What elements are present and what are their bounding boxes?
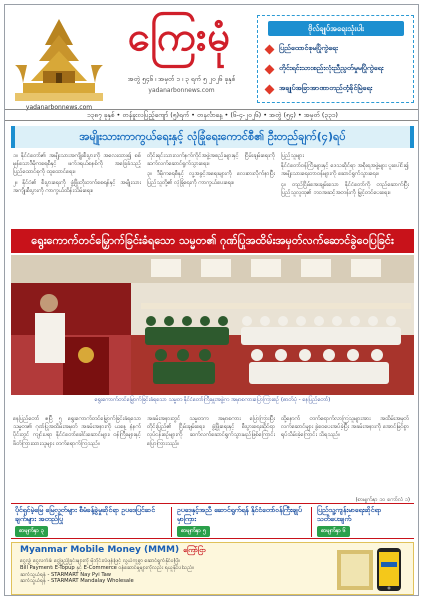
section1-column-3: ပြည်သူများ နိုင်ငံတော်ဝန်ကြီးများနှင့် ဒေသဆိုင်ရာ အစိုးရအဖွဲ့များ ပူးပေါင်း၍ အမျိုးသားရေးတာဝန်များကို ဆောင်ရွက်သွားရေး။ ၄။ တည်ငြိမ်အေးချမ်းသော နိုင်ငံတော်ကို တည်ဆောက်ပြီး ပြည်သူလူထု၏ ဘဝအဆင့်အတန်းကို မြှင့်တင်ပေးရေး။ bbox=[281, 153, 409, 196]
motto-box bbox=[257, 15, 414, 103]
diamond-bullet-icon bbox=[265, 84, 275, 94]
diamond-bullet-icon bbox=[265, 64, 275, 74]
teaser-divider bbox=[311, 507, 312, 537]
motto-title: ဗိုလ်ချုပ်အရေးသုံးပါး bbox=[268, 21, 404, 36]
page-ref-badge: စာမျက်နှာ ၃ bbox=[15, 526, 48, 537]
section2-column-1: နေပြည်တော် ဧပြီ ၅ ရွေးကောက်တင်မြှောက်ခြင်းခံရသော သမ္မတ၏ ဂုဏ်ပြုအထိမ်းအမှတ် အခမ်းအနားကို ယနေ့ နံနက်ပိုင်းတွင် ကျင်းပရာ နိုင်ငံတော်ခေါင်းဆောင်များ၊ ဝန်ကြီးများနှင့် ဖိတ်ကြားထားသူများ တက်ရောက်ကြသည်။ bbox=[13, 416, 141, 447]
motto-item: ပြည်ထောင်စုမပြိုကွဲရေး bbox=[266, 44, 412, 54]
section1-column-1: ၁။ နိုင်ငံတော်၏ အမျိုးသားအကျိုးစီးပွားကို အလေးထား၍ စစ်မှန်သောဒီမိုကရေစီနှင့် ဖက်ဒရယ်စနစ်ကို အခြေခံသည့် ပြည်ထောင်စုကို ထူထောင်ရေး။ ၂။ နိုင်ငံ၏ စီးပွားရေးကို ဖွံ့ဖြိုးတိုးတက်စေရန်နှင့် အမျိုးသားအကျိုးစီးပွားကို ကာကွယ်ထိန်းသိမ်းရေး။ bbox=[13, 153, 141, 194]
section1-column-2: တိုင်းရင်းသားလက်နက်ကိုင်အဖွဲ့အစည်းများနှင့် ငြိမ်းချမ်းရေးကို ဆက်လက်ဆောင်ရွက်သွားရေး။ ၃။ ဒီမိုကရေစီနှင့် လူ့အခွင့်အရေးများကို လေးစားလိုက်နာပြီး ပြည်သူတို့၏ လုံခြုံရေးကို ကာကွယ်ပေးရေး။ bbox=[147, 153, 275, 186]
ad-title: Myanmar Mobile Money (MMM) ကြော်ငြာ bbox=[20, 545, 206, 555]
website-link[interactable]: yadanarbonnews.com bbox=[148, 87, 215, 94]
teaser-row bbox=[11, 503, 414, 539]
newspaper-front-page bbox=[4, 4, 419, 596]
photo-caption: ရွေးကောက်တင်မြှောက်ခြင်းခံရသော သမ္မတ နိုင်ငံတော်ကြီးမှူးအဖွဲ့က အမှာစကားပြောကြားစဉ် (ဓာတ်ပုံ - နေပြည်တော်) bbox=[94, 397, 331, 403]
section2-column-2: အခမ်းအနားတွင် သမ္မတက အမှာစကား ပြောကြားပြီး တိုင်းပြည်၏ ငြိမ်းချမ်းရေး၊ ဖွံ့ဖြိုးရေးနှင့် စီးပွားရေးဆိုင်ရာ လုပ်ငန်းစဉ်များကို ဆက်လက်ဆောင်ရွက်သွားမည်ဖြစ်ကြောင်း ပြောကြားသည်။ bbox=[147, 416, 275, 447]
dateline: ၁၃၈၇ ခုနှစ် • တန်ခူးလပြည့်ကျော် (၅)ရက် • တနင်္လာနေ့ • (၆-၄-၂၀၂၆) • အတွဲ (၅၄) • အမှတ် (၃၃၁) bbox=[5, 109, 419, 121]
page-ref-badge: စာမျက်နှာ ၅ bbox=[177, 526, 210, 537]
motto-item: အချုပ်အခြာအာဏာတည်တံ့ခိုင်မြဲရေး bbox=[266, 84, 412, 94]
motto-item: တိုင်းရင်းသားစည်းလုံးညီညွတ်မှုမပြိုကွဲရေး bbox=[266, 64, 412, 74]
page-ref-badge: စာမျက်နှာ ၆ bbox=[317, 526, 350, 537]
edition-line: အတွဲ ၅၄၆ ၊ အမှတ် ၁ ၊ ၃ ရက် ၅ ၂၀၂၆ ခုနှစ် bbox=[127, 75, 236, 83]
teaser-item[interactable]: ပိုင်ရှင်မဲ့မြေ မြေလွတ်များ စီမံခန့်ခွဲမှုဆိုင်ရာ ဥပဒေပြင်ဆင်ချက်များ အတည်ပြု စာမျက်နှာ ၃ bbox=[15, 506, 165, 537]
section2-headline: ရွေးကောက်တင်မြှောက်ခြင်းခံရသော သမ္မတ၏ ဂုဏ်ပြုအထိမ်းအမှတ်လက်ဆောင်ခွဲဝေပြခြင်း bbox=[11, 229, 414, 253]
diamond-bullet-icon bbox=[265, 44, 275, 54]
masthead bbox=[5, 5, 419, 121]
advertisement[interactable] bbox=[11, 542, 414, 595]
teaser-item[interactable]: ဥပဒေနှင့်အညီ ဆောင်ရွက်ရန် နိုင်ငံတော်ဝန်ကြီးချုပ် မှာကြား စာမျက်နှာ ၅ bbox=[177, 506, 305, 537]
section2-column-3: ထို့နောက် တက်ရောက်လာကြသူများအား အထိမ်းအမှတ် လက်ဆောင်များ ခွဲဝေပေးအပ်ခဲ့ပြီး အခမ်းအနားကို အောင်မြင်စွာ ရုပ်သိမ်းခဲ့ကြောင်း သိရသည်။ bbox=[281, 416, 409, 439]
ceremony-photo bbox=[11, 255, 414, 395]
emblem-caption: yadanarbonnews.com bbox=[25, 104, 93, 111]
ad-text: ငွေလွှဲ၊ ငွေလက်ခံ၊ ငွေဖြည့်ခြင်းများကို မိုဘိုင်းလ်ဖုန်းဖြင့် လွယ်ကူစွာ ဆောင်ရွက်နိုင်ပါပြီ။ Bill Payment၊ E-Topup နှင့် E-Commerce ဝန်ဆောင်မှုများကိုလည်း ရယူနိုင်ပါသည်။ ဆက်သွယ်ရန် - STARMART Nay Pyi Taw ဆက်သွယ်ရန် - STARMART Mandalay Wholesale bbox=[20, 558, 194, 585]
continued-note: (စာမျက်နှာ ၁၀ ကော်လံ ၁) bbox=[355, 497, 410, 503]
teaser-divider bbox=[171, 507, 172, 537]
newspaper-title: ကြေးမုံ bbox=[127, 13, 232, 60]
teaser-item[interactable]: ပြည်သူ့ကျန်းမာရေးဆိုင်ရာ သတိပေးချက် စာမျက်နှာ ၆ bbox=[317, 506, 411, 537]
emblem-icon bbox=[13, 15, 105, 107]
mobile-phone-icon bbox=[333, 546, 405, 593]
section1-headline: အမျိုးသားကာကွယ်ရေးနှင့် လုံခြုံရေးကောင်စီ၏ ဦးတည်ချက်(၄)ရပ် bbox=[11, 126, 414, 148]
